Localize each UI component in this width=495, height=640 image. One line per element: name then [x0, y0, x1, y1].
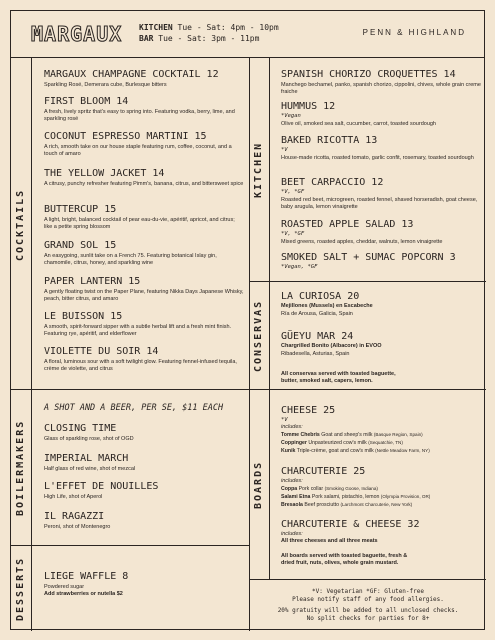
kitchen-item-2-price: 13 [365, 135, 378, 146]
kitchen-item-0-price: 14 [443, 69, 456, 80]
cocktail-item-3-name: THE YELLOW JACKET [44, 168, 147, 179]
cocktail-item-0-price: 12 [206, 69, 219, 80]
divider-conservas [249, 389, 486, 390]
kitchen-item-3 [281, 177, 481, 211]
board-combo-name: CHARCUTERIE & CHEESE [281, 519, 402, 530]
charcuterie-line-2-bold: Bresaola [281, 502, 303, 508]
cocktail-item-3 [44, 168, 244, 188]
conserva-item-1-price: 24 [341, 331, 354, 342]
dessert-item [44, 571, 244, 598]
footer [251, 588, 485, 623]
cocktail-item-5-price: 15 [104, 240, 117, 251]
cheese-line-0 [281, 431, 481, 439]
cocktail-item-4-desc: A light, bright, balanced cocktail of pear eau-du-vie, apéritif, apricot, and citrus; like a petite spring blossom [44, 217, 235, 230]
conserva-item-0-name: LA CURIOSA [281, 291, 342, 302]
boilermaker-item-1 [44, 453, 244, 473]
charcuterie-line-1-text: Pork salami, pistachio, lemon [311, 494, 380, 500]
charcuterie-line-0-text: Pork collar [298, 486, 324, 492]
cocktail-item-4-price: 15 [104, 204, 117, 215]
charcuterie-line-1-note: (Olympia Provision, OR) [380, 494, 431, 499]
cocktail-item-2-desc: A rich, smooth take on our house staple featuring rum, coffee, coconut, and a touch of amaro [44, 144, 232, 157]
hours [139, 22, 279, 44]
section-title-conservas: CONSERVAS [253, 299, 264, 373]
conserva-item-1 [281, 331, 481, 358]
cocktail-item-8-desc: A floral, luminous sour with a soft twilight glow. Featuring fennel-infused tequila, crème de violette, and citrus [44, 359, 237, 372]
kitchen-item-2 [281, 135, 481, 162]
charcuterie-line-0-bold: Coppa [281, 486, 298, 492]
boilermaker-item-0 [44, 423, 244, 443]
kitchen-item-1 [281, 101, 481, 128]
cocktail-item-0-desc: Sparkling Rosé, Demerara cube, Burlesque bitters [44, 82, 167, 88]
board-cheese [281, 405, 481, 455]
kitchen-item-3-price: 12 [371, 177, 384, 188]
conserva-item-0-desc: Ría de Arousa, Galicia, Spain [281, 311, 353, 317]
kitchen-item-3-desc: Roasted red beet, microgreen, roasted fennel, shaved horseradish, goat cheese, baby arugula, lemon vinaigrette [281, 197, 478, 210]
footer-line-1: *V: Vegetarian *GF: Gluten-free [312, 588, 424, 595]
cocktail-item-1-name: FIRST BLOOM [44, 96, 111, 107]
cocktail-item-6-desc: A gently floating twist on the Paper Plane, featuring Nikka Days Japanese Whisky, peach, bitter citrus, and amaro [44, 289, 244, 302]
cheese-line-1-note: (Sequatchie, TN) [368, 440, 403, 445]
board-combo-desc: All three cheeses and all three meats [281, 538, 378, 544]
kitchen-item-0-desc: Manchego bechamel, panko, spanish chorizo, cippolini, chives, whole grain creme fraiche [281, 82, 481, 95]
cocktail-item-8-name: VIOLETTE DU SOIR [44, 346, 141, 357]
cocktail-item-6-price: 15 [128, 276, 141, 287]
boards-note-2: dried fruit, nuts, olives, whole grain mustard. [281, 560, 399, 566]
kitchen-item-4-tag: *V, *GF [281, 231, 305, 237]
board-combo-price: 32 [407, 519, 420, 530]
kitchen-item-3-tag: *V, *GF [281, 189, 305, 195]
board-cheese-includes: includes: [281, 424, 303, 430]
cheese-line-0-note: (Basque Region, Spain) [373, 432, 423, 437]
cocktail-item-3-price: 14 [152, 168, 165, 179]
cheese-line-2-text: Triple-crème, goat and cow's milk [296, 448, 374, 454]
conservas-note-2: butter, smoked salt, capers, lemon. [281, 378, 373, 384]
kitchen-item-2-desc: House-made ricotta, roasted tomato, garlic confit, rosemary, toasted sourdough [281, 155, 474, 161]
footer-line-3: 20% gratuity will be added to all unclosed checks. [277, 607, 459, 614]
kitchen-item-5-tag: *Vegan, *GF [281, 264, 318, 270]
charcuterie-line-2-note: (Larchmont Charcuterie, New York) [340, 502, 413, 507]
column-divider [249, 57, 250, 631]
kitchen-item-5-name: SMOKED SALT + SUMAC POPCORN [281, 252, 444, 263]
cocktail-item-7-name: LE BUISSON [44, 311, 105, 322]
kitchen-item-3-name: BEET CARPACCIO [281, 177, 366, 188]
boilermaker-item-2-desc: High Life, shot of Aperol [44, 494, 103, 500]
dessert-desc: Powdered sugar [44, 584, 85, 590]
boilermaker-item-1-name: IMPERIAL MARCH [44, 453, 129, 464]
charcuterie-line-2-text: Beef prosciutto [304, 502, 339, 508]
dessert-name: LIEGE WAFFLE [44, 571, 117, 582]
cocktail-item-0-name: MARGAUX CHAMPAGNE COCKTAIL [44, 69, 201, 80]
kitchen-item-4 [281, 219, 481, 246]
boilermaker-item-3-name: IL RAGAZZI [44, 511, 105, 522]
board-cheese-price: 25 [323, 405, 336, 416]
kitchen-item-4-desc: Mixed greens, roasted apples, cheddar, walnuts, lemon vinaigrette [281, 239, 443, 245]
kitchen-hours-label: KITCHEN [139, 23, 173, 32]
boards-note-1: All boards served with toasted baguette, fresh & [281, 553, 408, 559]
conserva-item-0-bold: Mejillones (Mussels) en Escabeche [281, 303, 373, 309]
boilermaker-item-2-name: L'EFFET DE NOUILLES [44, 481, 159, 492]
board-charcuterie [281, 466, 481, 509]
cocktail-item-6-name: PAPER LANTERN [44, 276, 123, 287]
bar-hours: Tue - Sat: 3pm - 11pm [158, 34, 260, 43]
section-title-boards: BOARDS [253, 460, 264, 510]
section-title-boilermakers: BOILERMAKERS [15, 419, 26, 517]
kitchen-item-0 [281, 69, 481, 96]
charcuterie-line-0 [281, 485, 481, 493]
conservas-note [281, 371, 481, 385]
board-combo-includes: includes: [281, 531, 303, 537]
kitchen-item-4-name: ROASTED APPLE SALAD [281, 219, 396, 230]
cocktail-item-5-desc: An easygoing, sunlit take on a French 75. Featuring botanical Islay gin, chamomile, citrus, honey, and sparkling wine [44, 253, 217, 266]
charcuterie-line-1-bold: Salami Etna [281, 494, 311, 500]
board-charcuterie-includes: includes: [281, 478, 303, 484]
conserva-item-0 [281, 291, 481, 318]
spacer-2 [11, 389, 12, 390]
board-charcuterie-price: 25 [353, 466, 366, 477]
boilermakers-subhead: A SHOT AND A BEER, PER SE, $11 EACH [44, 403, 224, 413]
cocktail-item-7-price: 15 [110, 311, 123, 322]
cocktail-item-1-price: 14 [116, 96, 129, 107]
cocktail-item-1 [44, 96, 244, 123]
dessert-price: 8 [122, 571, 129, 582]
section-title-kitchen: KITCHEN [253, 141, 264, 199]
cheese-line-1-text: Unpasteurized cow's milk [308, 440, 367, 446]
menu-header [11, 11, 484, 58]
conservas-note-1: All conservas served with toasted baguette, [281, 371, 396, 377]
cocktail-item-1-desc: A fresh, lively spritz that's easy to spring into. Featuring vodka, berry, lime, and sparkling rosé [44, 109, 235, 122]
location: PENN & HIGHLAND [362, 28, 466, 37]
charcuterie-line-2 [281, 501, 481, 509]
kitchen-item-1-tag: *Vegan [281, 113, 301, 119]
board-charcuterie-name: CHARCUTERIE [281, 466, 348, 477]
board-cheese-name: CHEESE [281, 405, 318, 416]
footer-line-2: Please notify staff of any food allergies. [292, 596, 444, 603]
boilermaker-item-1-desc: Half glass of red wine, shot of mezcal [44, 466, 136, 472]
charcuterie-line-1 [281, 493, 481, 501]
cocktail-item-4 [44, 204, 244, 231]
boilermaker-item-2 [44, 481, 244, 501]
conserva-item-1-desc: Ribadesella, Asturias, Spain [281, 351, 350, 357]
conserva-item-0-price: 20 [347, 291, 360, 302]
footer-line-4: No split checks for parties for 8+ [306, 615, 430, 622]
cocktail-item-2-price: 15 [194, 131, 207, 142]
kitchen-item-2-name: BAKED RICOTTA [281, 135, 360, 146]
cheese-line-2-bold: Kunik [281, 448, 296, 454]
cocktail-item-5-name: GRAND SOL [44, 240, 99, 251]
cocktail-item-2-name: COCONUT ESPRESSO MARTINI [44, 131, 189, 142]
right-gutter-line [269, 57, 270, 579]
cocktail-item-0 [44, 69, 244, 89]
divider-kitchen [249, 281, 486, 282]
dessert-extra: Add strawberries or nutella $2 [44, 591, 123, 597]
kitchen-item-1-price: 12 [323, 101, 336, 112]
cheese-line-2 [281, 447, 481, 455]
cheese-line-1 [281, 439, 481, 447]
cocktail-item-6 [44, 276, 244, 303]
board-cheese-tag: *V [281, 417, 288, 423]
boilermaker-item-0-name: CLOSING TIME [44, 423, 117, 434]
cocktail-item-5 [44, 240, 244, 267]
kitchen-item-5 [281, 252, 481, 271]
menu-frame [10, 10, 485, 630]
boilermaker-item-3-desc: Peroni, shot of Montenegro [44, 524, 111, 530]
kitchen-item-1-desc: Olive oil, smoked sea salt, cucumber, carrot, toasted sourdough [281, 121, 436, 127]
boilermaker-item-0-desc: Glass of sparkling rose, shot of OGD [44, 436, 134, 442]
section-title-cocktails: COCKTAILS [15, 188, 26, 262]
cocktail-item-8 [44, 346, 244, 373]
kitchen-item-1-name: HUMMUS [281, 101, 318, 112]
logo: MARGAUX [31, 22, 123, 46]
divider-cocktails [11, 389, 249, 390]
boilermaker-item-3 [44, 511, 244, 531]
kitchen-item-4-price: 13 [401, 219, 414, 230]
kitchen-item-5-price: 3 [449, 252, 456, 263]
charcuterie-line-0-note: (Smoking Goose, Indiana) [324, 486, 378, 491]
cocktail-item-7 [44, 311, 244, 338]
kitchen-hours: Tue - Sat: 4pm - 10pm [177, 23, 279, 32]
cheese-line-0-bold: Tomme Chebris [281, 432, 320, 438]
left-gutter-line [31, 57, 32, 631]
board-combo [281, 519, 481, 545]
boards-note [281, 553, 481, 567]
conserva-item-1-bold: Chargrilled Bonito (Albacore) in EVOO [281, 343, 382, 349]
cocktail-item-7-desc: A smooth, spirit-forward sipper with a subtle herbal lift and a fresh mint finish. Featuring rye, apéritif, and elderflower [44, 324, 232, 337]
section-title-desserts: DESSERTS [15, 556, 26, 622]
cheese-line-0-text: Goat and sheep's milk [321, 432, 373, 438]
kitchen-item-2-tag: *V [281, 147, 288, 153]
cocktail-item-8-price: 14 [146, 346, 159, 357]
divider-boards [249, 579, 486, 580]
divider-boilermakers [11, 545, 249, 546]
kitchen-item-0-name: SPANISH CHORIZO CROQUETTES [281, 69, 438, 80]
conserva-item-1-name: GÜEYU MAR [281, 331, 336, 342]
cocktail-item-4-name: BUTTERCUP [44, 204, 99, 215]
bar-hours-label: BAR [139, 34, 154, 43]
cheese-line-1-bold: Coppinger [281, 440, 307, 446]
cheese-line-2-note: (Nettle Meadow Farm, NY) [375, 448, 430, 453]
cocktail-item-2 [44, 131, 244, 158]
cocktail-item-3-desc: A citrusy, punchy refresher featuring Pimm's, banana, citrus, and bittersweet spice [44, 181, 244, 187]
